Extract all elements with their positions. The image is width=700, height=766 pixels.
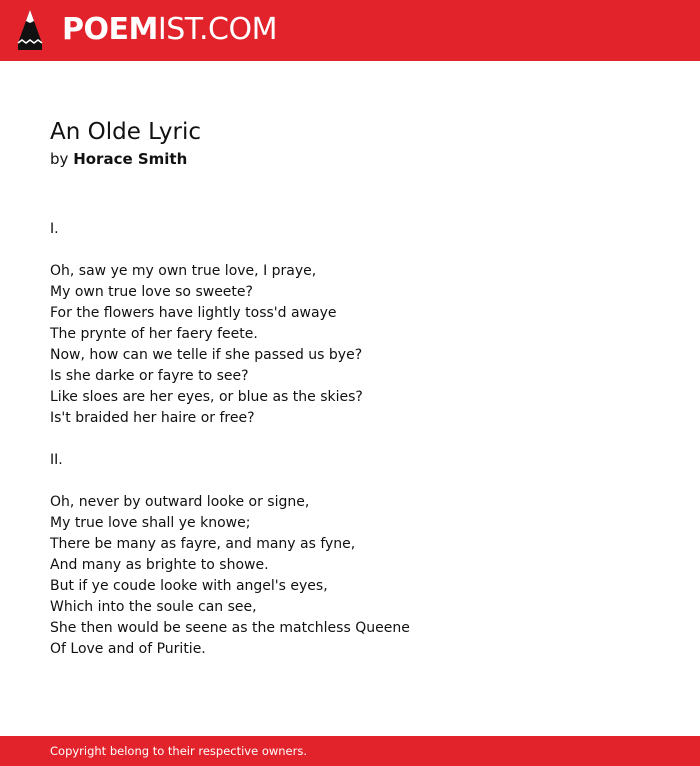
poem-line: For the flowers have lightly toss'd awaye (50, 305, 337, 321)
poem-line: I. (50, 221, 59, 237)
poem-line: Now, how can we telle if she passed us bye? (50, 347, 363, 363)
poem-line: Is't braided her haire or free? (50, 410, 255, 426)
poem-line: There be many as fayre, and many as fyne, (50, 536, 356, 552)
poem-line: She then would be seene as the matchless Queene (50, 620, 410, 636)
site-logo[interactable] (62, 12, 277, 48)
poem-line: Oh, saw ye my own true love, I praye, (50, 263, 317, 279)
poem-line: My true love shall ye knowe; (50, 515, 251, 531)
poem-byline (50, 149, 187, 169)
poem-line: But if ye coude looke with angel's eyes, (50, 578, 328, 594)
poem-line: Oh, never by outward looke or signe, (50, 494, 310, 510)
poem-line: II. (50, 452, 63, 468)
poem-line: The prynte of her faery feete. (50, 326, 258, 342)
copyright-notice: Copyright belong to their respective owners. (50, 744, 308, 758)
poem-blank-line (50, 240, 410, 261)
poem-line: My own true love so sweete? (50, 284, 253, 300)
poem-line: Which into the soule can see, (50, 599, 257, 615)
poem-line: And many as brighte to showe. (50, 557, 269, 573)
by-label: by (50, 150, 69, 168)
poem-line: Of Love and of Puritie. (50, 641, 206, 657)
site-footer (0, 736, 700, 766)
poem-blank-line (50, 429, 410, 450)
brand-bold: POEM (62, 12, 158, 47)
poem-author: Horace Smith (73, 150, 188, 168)
brand-light: IST.COM (157, 12, 277, 47)
poem-title: An Olde Lyric (50, 119, 201, 145)
poem-blank-line (50, 471, 410, 492)
site-header (0, 0, 700, 61)
poem-line: Like sloes are her eyes, or blue as the skies? (50, 389, 363, 405)
poem-line: Is she darke or fayre to see? (50, 368, 249, 384)
poem-body (50, 219, 410, 660)
pencil-tip-icon[interactable] (17, 9, 43, 51)
